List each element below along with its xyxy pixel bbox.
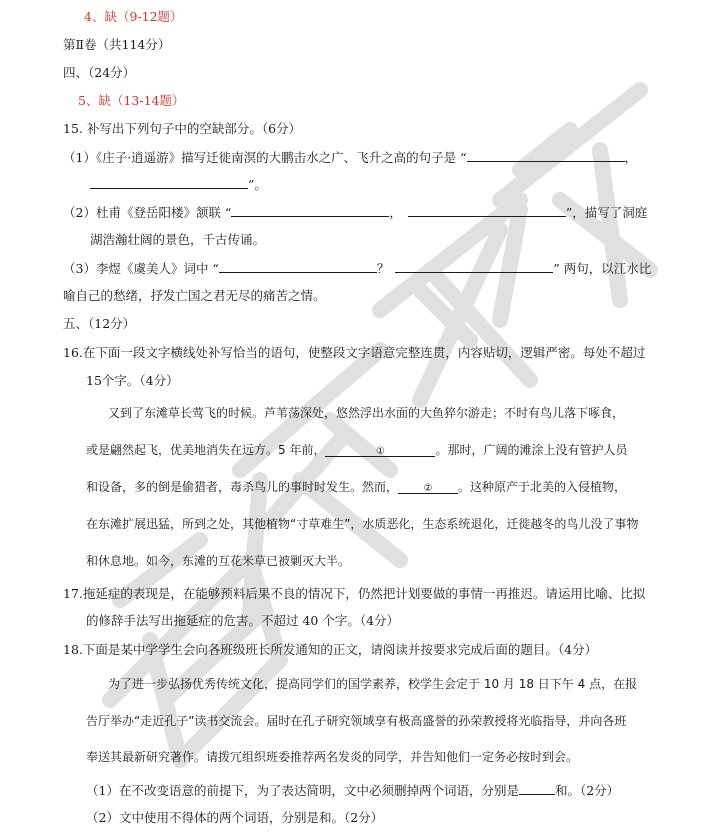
notice-line-3: 奉送其最新研究著作。请拨冗组织班委推荐两名发炎的同学，并告知他们一定务必按时到会。	[86, 750, 579, 764]
q18-item-1	[86, 782, 619, 799]
passage-16-line-5: 和休息地。如今，东滩的互花米草已被剿灭大半。	[86, 554, 351, 568]
q15-1-blank-b[interactable]	[90, 176, 248, 189]
q15-3-tail: ” 两句，以江水比	[553, 261, 652, 276]
question-18-prompt: 18.下面是某中学学生会向各班级班长所发通知的正文，请阅读并按要求完成后面的题目。（4分）	[63, 642, 598, 657]
q15-2-blank-a[interactable]	[231, 204, 389, 217]
passage-16-line-3	[86, 479, 626, 495]
passage-16-line-2-b: 。那时，广阔的滩涂上没有管护人员	[435, 443, 628, 457]
q15-2-text: （2）杜甫《登岳阳楼》颔联 “	[63, 205, 232, 220]
q15-3-question-mark: ？	[376, 261, 390, 276]
q15-1-comma: ，	[624, 150, 638, 165]
q15-2-blank-b[interactable]	[408, 204, 566, 217]
passage-16-blank-2[interactable]	[398, 481, 458, 494]
section-five-heading: 五、（12分）	[63, 316, 136, 331]
q15-3-blank-a[interactable]	[219, 260, 377, 273]
part-2-title: 第Ⅱ卷（共114分）	[63, 37, 171, 52]
notice-line-1: 为了进一步弘扬优秀传统文化，提高同学们的国学素养，校学生会定于 10 月 18 日下午 4 点，在报	[108, 677, 638, 691]
passage-16-line-3-b: 。这种原产于北美的入侵植物，	[458, 480, 627, 494]
q15-item-3-cont: 喻自己的愁绪，抒发亡国之君无尽的痛苦之情。	[63, 288, 326, 303]
q15-item-1-cont	[90, 176, 267, 193]
q18-item-2: （2）文中使用不得体的两个词语，分别是和。（2分）	[86, 810, 384, 825]
passage-16-line-4: 在东滩扩展迅猛，所到之处，其他植物“寸草难生”，水质恶化，生态系统退化，迁徙越冬的鸟儿没了事物	[86, 517, 639, 531]
q15-1-text: （1）《庄子·逍遥游》描写迁徙南溟的大鹏击水之广、飞升之高的句子是 “	[63, 150, 467, 165]
q15-item-2-cont: 湖浩瀚壮阔的景色，千古传诵。	[90, 232, 266, 247]
q15-2-comma: ，	[389, 205, 402, 220]
passage-16-line-3-a: 和设备，多的倒是偷猎者，毒杀鸟儿的事时时发生。然而，	[86, 480, 399, 494]
q15-3-text: （3）李煜《虞美人》词中 “	[63, 261, 219, 276]
q15-item-3	[63, 260, 651, 277]
section-four-heading: 四、（24分）	[63, 65, 136, 80]
passage-16-line-2-a: 或是翩然起飞，优美地消失在远方。5 年前，	[86, 443, 326, 457]
q15-1-blank-a[interactable]	[467, 149, 625, 162]
question-16-prompt: 16.在下面一段文字横线处补写恰当的语句，使整段文字语意完整连贯，内容贴切，逻辑严密。每处不超过	[63, 345, 646, 360]
question-17-prompt: 17.拖延症的表现是，在能够预料后果不良的情况下，仍然把计划要做的事情一再推迟。请运用比喻、比拟	[63, 586, 646, 601]
question-15-title: 15. 补写出下列句子中的空缺部分。（6分）	[63, 121, 302, 136]
passage-16-line-2	[86, 442, 627, 458]
passage-16-blank-1[interactable]	[325, 444, 435, 457]
q15-item-1	[63, 149, 637, 166]
q18-1-blank[interactable]	[519, 782, 555, 795]
q15-item-2	[63, 204, 647, 221]
q15-2-tail: ”，描写了洞庭	[565, 205, 648, 220]
q15-3-blank-b[interactable]	[395, 260, 553, 273]
notice-line-2: 告厅举办“走近孔子”读书交流会。届时在孔子研究领域享有极高盛誉的孙荣教授将光临指导，并向各班	[86, 714, 627, 728]
question-17-prompt-cont: 的修辞手法写出拖延症的危害。不超过 40 个字。（4分）	[86, 613, 400, 628]
question-16-prompt-cont: 15个字。（4分）	[86, 373, 179, 388]
section-4-missing: 4、缺（9-12题）	[84, 9, 183, 24]
q18-1-text: （1）在不改变语意的前提下，为了表达简明，文中必须删掉两个词语，分别是	[86, 783, 519, 798]
blank-2-number: ②	[423, 483, 433, 494]
blank-1-number: ①	[375, 446, 385, 457]
passage-16-line-1: 又到了东滩草长莺飞的时候。芦苇荡深处，悠然浮出水面的大鱼猝尔游走；不时有鸟儿落下啄食，	[108, 406, 625, 420]
q18-1-tail: 和。（2分）	[554, 783, 620, 798]
q15-1-end: ”。	[248, 177, 267, 192]
section-5-missing: 5、缺（13-14题）	[78, 93, 185, 108]
